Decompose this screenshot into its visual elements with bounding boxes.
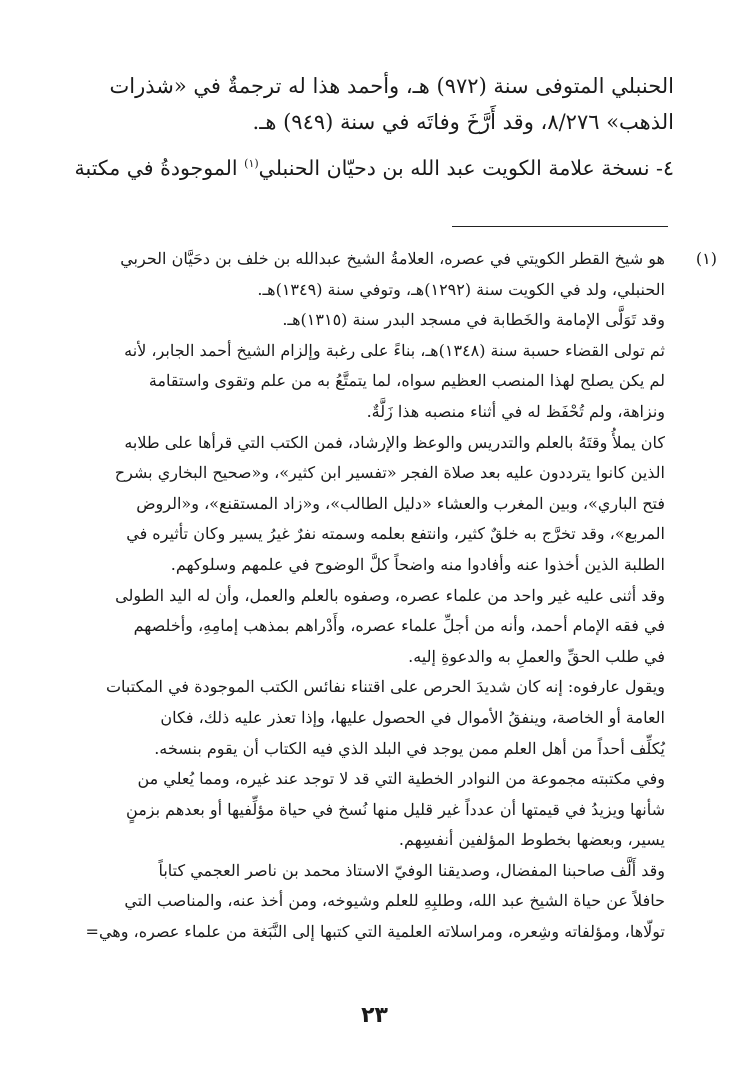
footnote-line: لم يكن يصلح لهذا المنصب العظيم سواه، لما يتمتَّعُ به من علم وتقوى واستقامة <box>148 371 665 391</box>
footnote-line: شأنها ويزيدُ في قيمتها أن عدداً غير قليل منها نُسخ في حياة مؤلِّفيها أو بعدهم بزمنٍ <box>126 799 665 819</box>
footnote-line: حافلاً عن حياة الشيخ عبد الله، وطلبِهِ للعلم وشيوخه، ومن أخذ عنه، والمناصب التي <box>124 891 665 911</box>
footnote-line: ونزاهة، ولم تُحْفَظ له في أثناء منصبه هذا زَلَّةٌ. <box>366 401 665 421</box>
footnote-line: هو شيخ القطر الكويتي في عصره، العلامةُ الشيخ عبدالله بن خلف بن دحَيَّان الحربي <box>120 249 665 268</box>
main-line-2: الذهب» ٨/٢٧٦، وقد أَرَّخَ وفاتَه في سنة (٩٤٩) هـ. <box>252 110 674 134</box>
footnote-line: يسير، وبعضها بخطوط المؤلفين أنفسِهم. <box>398 830 665 850</box>
footnote-line: وقد أَلَّف صاحبنا المفضال، وصديقنا الوفيّ الاستاذ محمد بن ناصر العجمي كتاباً <box>158 860 665 880</box>
footnote-line: تولّاها، ومؤلفاته وشِعره، ومراسلاته العلمية التي كتبها إلى النَّبَغة من علماء عصره، وهي= <box>85 922 665 942</box>
footnote-line: الحنبلي، ولد في الكويت سنة (١٢٩٢)هـ، وتوفي سنة (١٣٤٩)هـ. <box>257 279 665 299</box>
main-line-1: الحنبلي المتوفى سنة (٩٧٢) هـ، وأحمد هذا له ترجمةٌ في «شذرات <box>109 74 674 98</box>
footnote-line: المربع»، وقد تخرَّج به خلقٌ كثير، وانتفع بعلمه وسمته نفرٌ غيرُ يسير وكان تأثيره في <box>126 524 665 544</box>
footnote-line: وفي مكتبته مجموعة من النوادر الخطية التي قد لا توجد عند غيره، ومما يُعلي من <box>137 769 665 789</box>
footnote-reference: (١) <box>244 157 259 170</box>
footnote-line: العامة أو الخاصة، وينفقُ الأموال في الحصول عليها، وإذا تعذر عليه ذلك، فكان <box>160 707 665 727</box>
footnote-line: وقد تَوَلَّى الإمامة والخَطابة في مسجد البدر سنة (١٣١٥)هـ. <box>282 310 665 330</box>
footnote-body <box>45 244 665 948</box>
footnote-line: في فقه الإمام أحمد، وأنه من أجلِّ علماء عصره، وأَدْراهم بمذهب إمامِهِ، وأخلصهم <box>133 616 665 636</box>
footnote-line: وقد أثنى عليه غير واحد من علماء عصره، وصفوه بالعلم والعمل، وأن له اليد الطولى <box>115 585 665 605</box>
footnote-line: كان يملأُ وقتَهُ بالعلم والتدريس والوعظ والإرشاد، فمن الكتب التي قرأها على طلابه <box>124 432 665 452</box>
main-text <box>74 68 674 186</box>
item-4-text-end: الموجودةُ في مكتبة <box>74 155 245 180</box>
item-4-text: ٤- نسخة علامة الكويت عبد الله بن دحيّان الحنبلي <box>258 155 674 180</box>
footnote-line: فتح الباري»، وبين المغرب والعشاء «دليل الطالب»، و«زاد المستقنع»، و«الروض <box>136 493 665 513</box>
footnote-line: ثم تولى القضاء حسبة سنة (١٣٤٨)هـ، بناءً على رغبة وإلزام الشيخ أحمد الجابر، لأنه <box>124 340 665 360</box>
main-line-3-item-4 <box>74 146 674 186</box>
footnote-line: يُكلِّف أحداً من أهل العلم ممن يوجد في البلد الذي فيه الكتاب أن يقوم بنسخه. <box>154 738 665 758</box>
footnote-line: ويقول عارفوه: إنه كان شديدَ الحرص على اقتناء نفائس الكتب الموجودة في المكتبات <box>105 677 665 697</box>
footnote <box>45 244 717 948</box>
footnote-separator <box>452 226 668 227</box>
footnote-line: الطلبة الذين أخذوا عنه وأفادوا منه واضحاً كلَّ الوضوح في علمهم وسلوكهم. <box>170 554 665 574</box>
page-number: ٢٣ <box>361 1003 388 1028</box>
footnote-line: في طلب الحقِّ والعملِ به والدعوةِ إليه. <box>408 646 665 666</box>
footnote-label: (١) <box>695 249 717 268</box>
footnote-line: الذين كانوا يترددون عليه بعد صلاة الفجر «تفسير ابن كثير»، و«صحيح البخاري بشرح <box>114 463 665 483</box>
